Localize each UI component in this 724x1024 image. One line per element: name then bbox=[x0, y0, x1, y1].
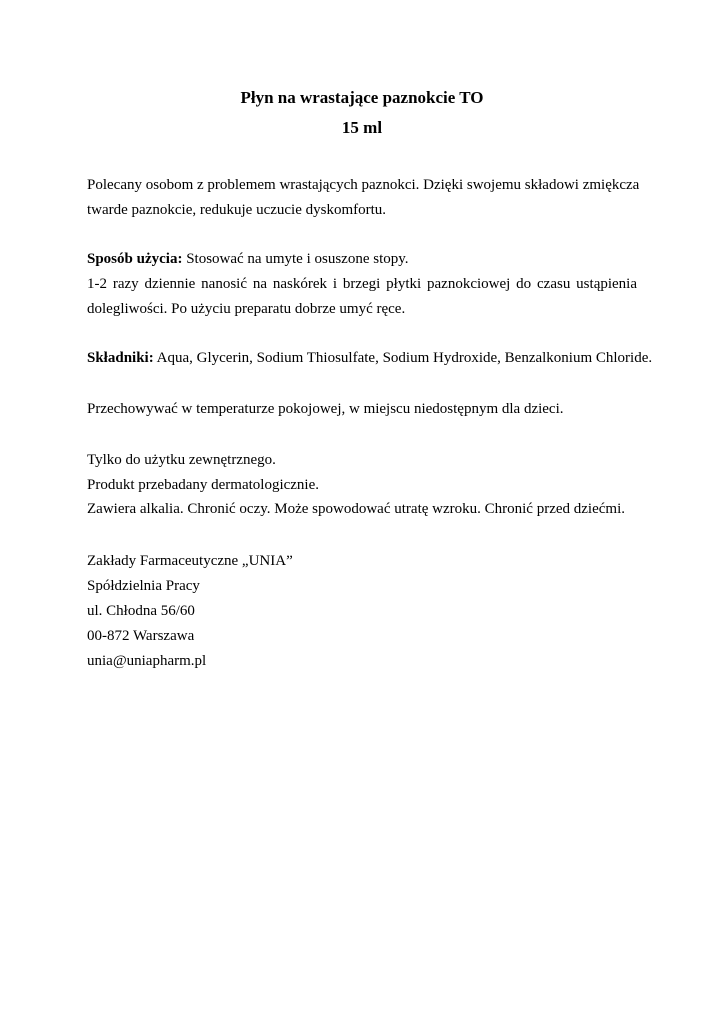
product-volume: 15 ml bbox=[341, 118, 383, 137]
manufacturer-street: ul. Chłodna 56/60 bbox=[87, 603, 195, 619]
usage-line-2: 1-2 razy dziennie nanosić na naskórek i brzegi płytki paznokciowej do czasu ustąpienia bbox=[87, 276, 637, 292]
ingredients-line bbox=[87, 349, 652, 367]
product-title: Płyn na wrastające paznokcie TO bbox=[240, 88, 484, 107]
manufacturer-email: unia@uniapharm.pl bbox=[87, 653, 207, 669]
warning-line-1: Tylko do użytku zewnętrznego. bbox=[87, 452, 276, 468]
usage-label: Sposób użycia: bbox=[87, 251, 183, 267]
intro-line-2: twarde paznokcie, redukuje uczucie dyskomfortu. bbox=[87, 202, 387, 218]
warning-line-3: Zawiera alkalia. Chronić oczy. Może spowodować utratę wzroku. Chronić przed dziećmi. bbox=[87, 501, 625, 517]
ingredients-text: Aqua, Glycerin, Sodium Thiosulfate, Sodium Hydroxide, Benzalkonium Chloride. bbox=[153, 350, 653, 366]
usage-line-1 bbox=[87, 250, 409, 268]
usage-text: Stosować na umyte i osuszone stopy. bbox=[182, 251, 409, 267]
manufacturer-city: 00-872 Warszawa bbox=[87, 628, 195, 644]
intro-line-1: Polecany osobom z problemem wrastających paznokci. Dzięki swojemu składowi zmiękcza bbox=[87, 177, 640, 193]
usage-line-3: dolegliwości. Po użyciu preparatu dobrze umyć ręce. bbox=[87, 301, 406, 317]
warning-line-2: Produkt przebadany dermatologicznie. bbox=[87, 477, 320, 493]
storage-line: Przechowywać w temperaturze pokojowej, w miejscu niedostępnym dla dzieci. bbox=[87, 401, 564, 417]
manufacturer-type: Spółdzielnia Pracy bbox=[87, 578, 200, 594]
manufacturer-name: Zakłady Farmaceutyczne „UNIA” bbox=[87, 553, 293, 569]
ingredients-label: Składniki: bbox=[87, 350, 154, 366]
